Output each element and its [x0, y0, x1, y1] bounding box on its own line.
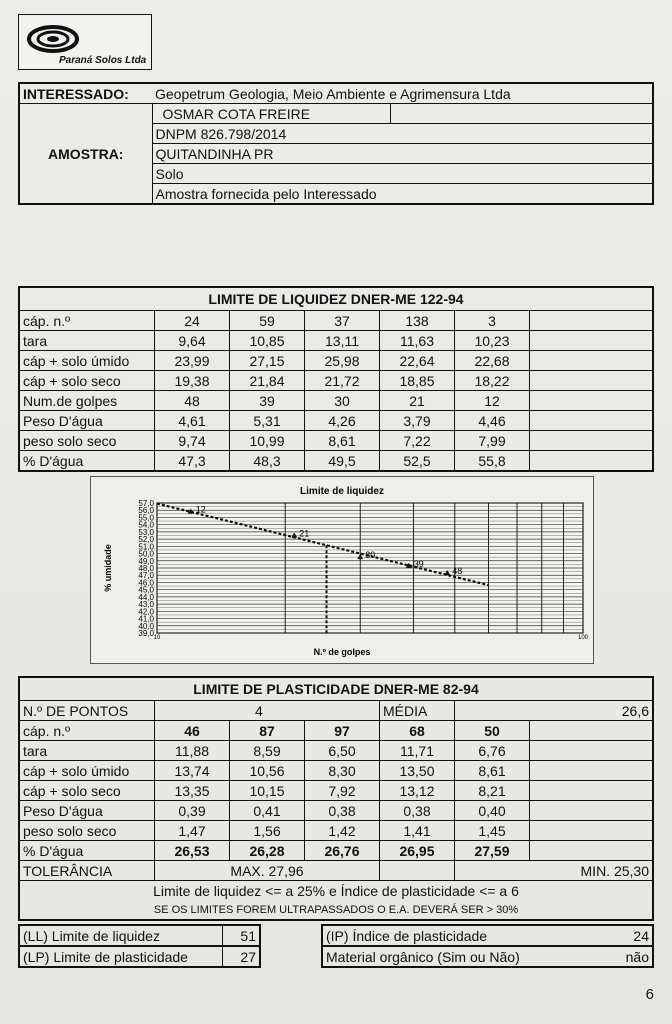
row-label: cáp + solo úmido	[19, 351, 155, 371]
table-cell: 23,99	[155, 351, 230, 371]
y-tick-label: 40,0	[138, 621, 154, 631]
empty-cell	[530, 331, 654, 351]
y-tick-label: 43,0	[138, 600, 154, 610]
table-cell: 22,68	[455, 351, 530, 371]
empty-cell	[530, 721, 654, 741]
table-cell: 1,47	[155, 821, 230, 841]
table-cell: 9,64	[155, 331, 230, 351]
table-cell: 8,61	[455, 761, 530, 781]
table-cell: 7,22	[380, 431, 455, 451]
table-row	[19, 371, 653, 391]
lp-value: 27	[223, 946, 261, 967]
data-label: 39	[413, 558, 424, 569]
row-label: cáp + solo seco	[19, 371, 155, 391]
empty-cell	[530, 761, 654, 781]
row-label: tara	[19, 741, 155, 761]
y-tick-label: 46,0	[138, 578, 154, 588]
empty-cell	[530, 371, 654, 391]
plastic-limit-table	[18, 676, 654, 921]
row-label: peso solo seco	[19, 431, 155, 451]
table-cell: 10,85	[230, 331, 305, 351]
y-tick-label: 44,0	[138, 592, 154, 602]
table-row	[19, 761, 653, 781]
empty-cell	[530, 351, 654, 371]
row-label: Peso D'água	[19, 411, 155, 431]
y-tick-label: 41,0	[138, 614, 154, 624]
table-cell: 0,41	[230, 801, 305, 821]
row-label: cáp. n.º	[19, 721, 155, 741]
sample-header-table	[18, 82, 654, 205]
table-cell: 22,64	[380, 351, 455, 371]
media-label: MÉDIA	[380, 701, 455, 721]
table-cell: 4,26	[305, 411, 380, 431]
mo-label: Material orgânico (Sim ou Não)	[322, 946, 589, 967]
empty-cell	[530, 431, 654, 451]
table-cell: 47,3	[155, 451, 230, 472]
table-cell: 48,3	[230, 451, 305, 472]
x-axis-label: N.º de golpes	[313, 647, 371, 657]
table-cell: 49,5	[305, 451, 380, 472]
table-cell: 10,15	[230, 781, 305, 801]
table-cell: 0,38	[305, 801, 380, 821]
amostra-line: QUITANDINHA PR	[152, 144, 653, 164]
ll-value: 51	[223, 925, 261, 946]
empty-cell	[530, 391, 654, 411]
table-cell: 68	[380, 721, 455, 741]
empty-cell	[530, 741, 654, 761]
table-cell: 39	[230, 391, 305, 411]
table-row	[19, 721, 653, 741]
table-row	[19, 841, 653, 861]
table-cell: 6,76	[455, 741, 530, 761]
table-cell: 4,61	[155, 411, 230, 431]
amostra-line: OSMAR COTA FREIRE	[152, 104, 390, 124]
y-axis-label: % umidade	[103, 544, 113, 592]
table-cell: 18,22	[455, 371, 530, 391]
table-cell: 138	[380, 311, 455, 331]
row-label: cáp + solo úmido	[19, 761, 155, 781]
table-row	[19, 431, 653, 451]
plastic-limit-title: LIMITE DE PLASTICIDADE DNER-ME 82-94	[19, 677, 653, 701]
table-cell: 1,56	[230, 821, 305, 841]
table-cell: 1,41	[380, 821, 455, 841]
media-value: 26,6	[455, 701, 654, 721]
table-cell: 18,85	[380, 371, 455, 391]
table-cell: 97	[305, 721, 380, 741]
n-pontos-value: 4	[155, 701, 380, 721]
table-cell: 24	[155, 311, 230, 331]
table-cell: 1,45	[455, 821, 530, 841]
table-cell: 26,28	[230, 841, 305, 861]
liquid-limit-table	[18, 286, 654, 472]
table-cell: 46	[155, 721, 230, 741]
table-cell: 52,5	[380, 451, 455, 472]
y-tick-label: 56,0	[138, 506, 154, 516]
empty-cell	[530, 821, 654, 841]
table-cell: 8,61	[305, 431, 380, 451]
table-cell: 0,38	[380, 801, 455, 821]
table-row	[19, 741, 653, 761]
y-tick-label: 47,0	[138, 571, 154, 581]
table-cell: 27,59	[455, 841, 530, 861]
table-cell: 30	[305, 391, 380, 411]
y-tick-label: 42,0	[138, 607, 154, 617]
table-cell: 0,40	[455, 801, 530, 821]
ip-value: 24	[589, 925, 653, 946]
results-table	[18, 924, 654, 968]
mo-value: não	[589, 946, 653, 967]
row-label: Peso D'água	[19, 801, 155, 821]
page-number: 6	[645, 986, 654, 1003]
company-name: Paraná Solos Ltda	[59, 55, 147, 66]
table-cell: 50	[455, 721, 530, 741]
table-cell: 59	[230, 311, 305, 331]
table-row	[19, 781, 653, 801]
table-cell: 87	[230, 721, 305, 741]
x-tick-label: 10	[153, 635, 161, 641]
empty-cell	[530, 841, 654, 861]
table-cell: 13,35	[155, 781, 230, 801]
y-tick-label: 52,0	[138, 535, 154, 545]
empty-cell	[530, 311, 654, 331]
table-cell: 11,71	[380, 741, 455, 761]
chart-svg	[91, 477, 593, 663]
table-cell: 6,50	[305, 741, 380, 761]
tolerancia-min: MIN. 25,30	[455, 861, 654, 881]
empty-cell	[530, 801, 654, 821]
table-cell: 19,38	[155, 371, 230, 391]
liquid-limit-chart	[90, 476, 594, 664]
empty-cell	[530, 411, 654, 431]
amostra-label: AMOSTRA:	[19, 104, 152, 205]
table-cell: 7,99	[455, 431, 530, 451]
y-tick-label: 55,0	[138, 513, 154, 523]
table-cell: 0,39	[155, 801, 230, 821]
table-cell: 10,99	[230, 431, 305, 451]
tolerancia-label: TOLERÂNCIA	[19, 861, 155, 881]
liquid-limit-title: LIMITE DE LIQUIDEZ DNER-ME 122-94	[19, 287, 653, 311]
y-tick-label: 53,0	[138, 527, 154, 537]
row-label: peso solo seco	[19, 821, 155, 841]
table-cell: 13,11	[305, 331, 380, 351]
table-cell: 26,53	[155, 841, 230, 861]
tolerancia-max: MAX. 27,96	[155, 861, 380, 881]
row-label: % D'água	[19, 451, 155, 472]
y-tick-label: 45,0	[138, 585, 154, 595]
table-cell: 8,30	[305, 761, 380, 781]
table-cell: 8,21	[455, 781, 530, 801]
table-cell: 27,15	[230, 351, 305, 371]
table-row	[19, 451, 653, 472]
table-cell: 37	[305, 311, 380, 331]
row-label: cáp + solo seco	[19, 781, 155, 801]
table-cell: 3	[455, 311, 530, 331]
table-row	[19, 821, 653, 841]
y-tick-label: 39,0	[138, 629, 154, 638]
y-tick-label: 50,0	[138, 549, 154, 559]
logo-mark-icon	[25, 19, 85, 59]
lp-label: (LP) Limite de plasticidade	[19, 946, 223, 967]
ll-label: (LL) Limite de liquidez	[19, 925, 223, 946]
table-cell: 1,42	[305, 821, 380, 841]
table-row	[19, 411, 653, 431]
row-label: % D'água	[19, 841, 155, 861]
table-cell: 7,92	[305, 781, 380, 801]
table-row	[19, 351, 653, 371]
company-logo	[18, 14, 152, 70]
criteria-warning: SE OS LIMITES FOREM ULTRAPASSADOS O E.A. DEVERÁ SER > 30%	[19, 900, 653, 920]
data-label: 48	[452, 566, 463, 577]
amostra-line: Amostra fornecida pelo Interessado	[152, 184, 653, 205]
table-cell: 13,74	[155, 761, 230, 781]
data-label: 21	[299, 528, 310, 539]
table-row	[19, 331, 653, 351]
y-tick-label: 57,0	[138, 499, 154, 508]
table-cell: 5,31	[230, 411, 305, 431]
y-tick-label: 48,0	[138, 564, 154, 573]
table-cell: 21,84	[230, 371, 305, 391]
data-label: 30	[365, 550, 376, 561]
table-cell: 9,74	[155, 431, 230, 451]
table-cell: 10,56	[230, 761, 305, 781]
table-cell: 10,23	[455, 331, 530, 351]
table-cell: 3,79	[380, 411, 455, 431]
table-row	[19, 311, 653, 331]
row-label: Num.de golpes	[19, 391, 155, 411]
table-cell: 11,63	[380, 331, 455, 351]
table-cell: 4,46	[455, 411, 530, 431]
table-cell: 55,8	[455, 451, 530, 472]
ip-label: (IP) Índice de plasticidade	[322, 925, 589, 946]
y-tick-label: 49,0	[138, 556, 154, 566]
table-cell: 8,59	[230, 741, 305, 761]
table-row	[19, 801, 653, 821]
interessado-label: INTERESSADO:	[19, 83, 152, 104]
table-cell: 25,98	[305, 351, 380, 371]
table-cell: 21	[380, 391, 455, 411]
row-label: cáp. n.º	[19, 311, 155, 331]
amostra-line: Solo	[152, 164, 653, 184]
table-cell: 26,95	[380, 841, 455, 861]
chart-title: Limite de liquidez	[300, 486, 384, 497]
data-label: 12	[195, 504, 206, 515]
table-cell: 21,72	[305, 371, 380, 391]
table-cell: 26,76	[305, 841, 380, 861]
interessado-value: Geopetrum Geologia, Meio Ambiente e Agrimensura Ltda	[152, 83, 653, 104]
table-cell: 12	[455, 391, 530, 411]
table-cell: 48	[155, 391, 230, 411]
y-tick-label: 54,0	[138, 520, 154, 530]
table-row	[19, 391, 653, 411]
x-tick-label: 100	[577, 635, 589, 641]
empty-cell	[530, 451, 654, 472]
y-tick-label: 51,0	[138, 542, 154, 552]
row-label: tara	[19, 331, 155, 351]
n-pontos-label: N.º DE PONTOS	[19, 701, 155, 721]
criteria-note: Limite de liquidez <= a 25% e Índice de plasticidade <= a 6	[19, 881, 653, 901]
table-cell: 13,12	[380, 781, 455, 801]
empty-cell	[530, 781, 654, 801]
table-cell: 13,50	[380, 761, 455, 781]
amostra-line: DNPM 826.798/2014	[152, 124, 653, 144]
table-cell: 11,88	[155, 741, 230, 761]
